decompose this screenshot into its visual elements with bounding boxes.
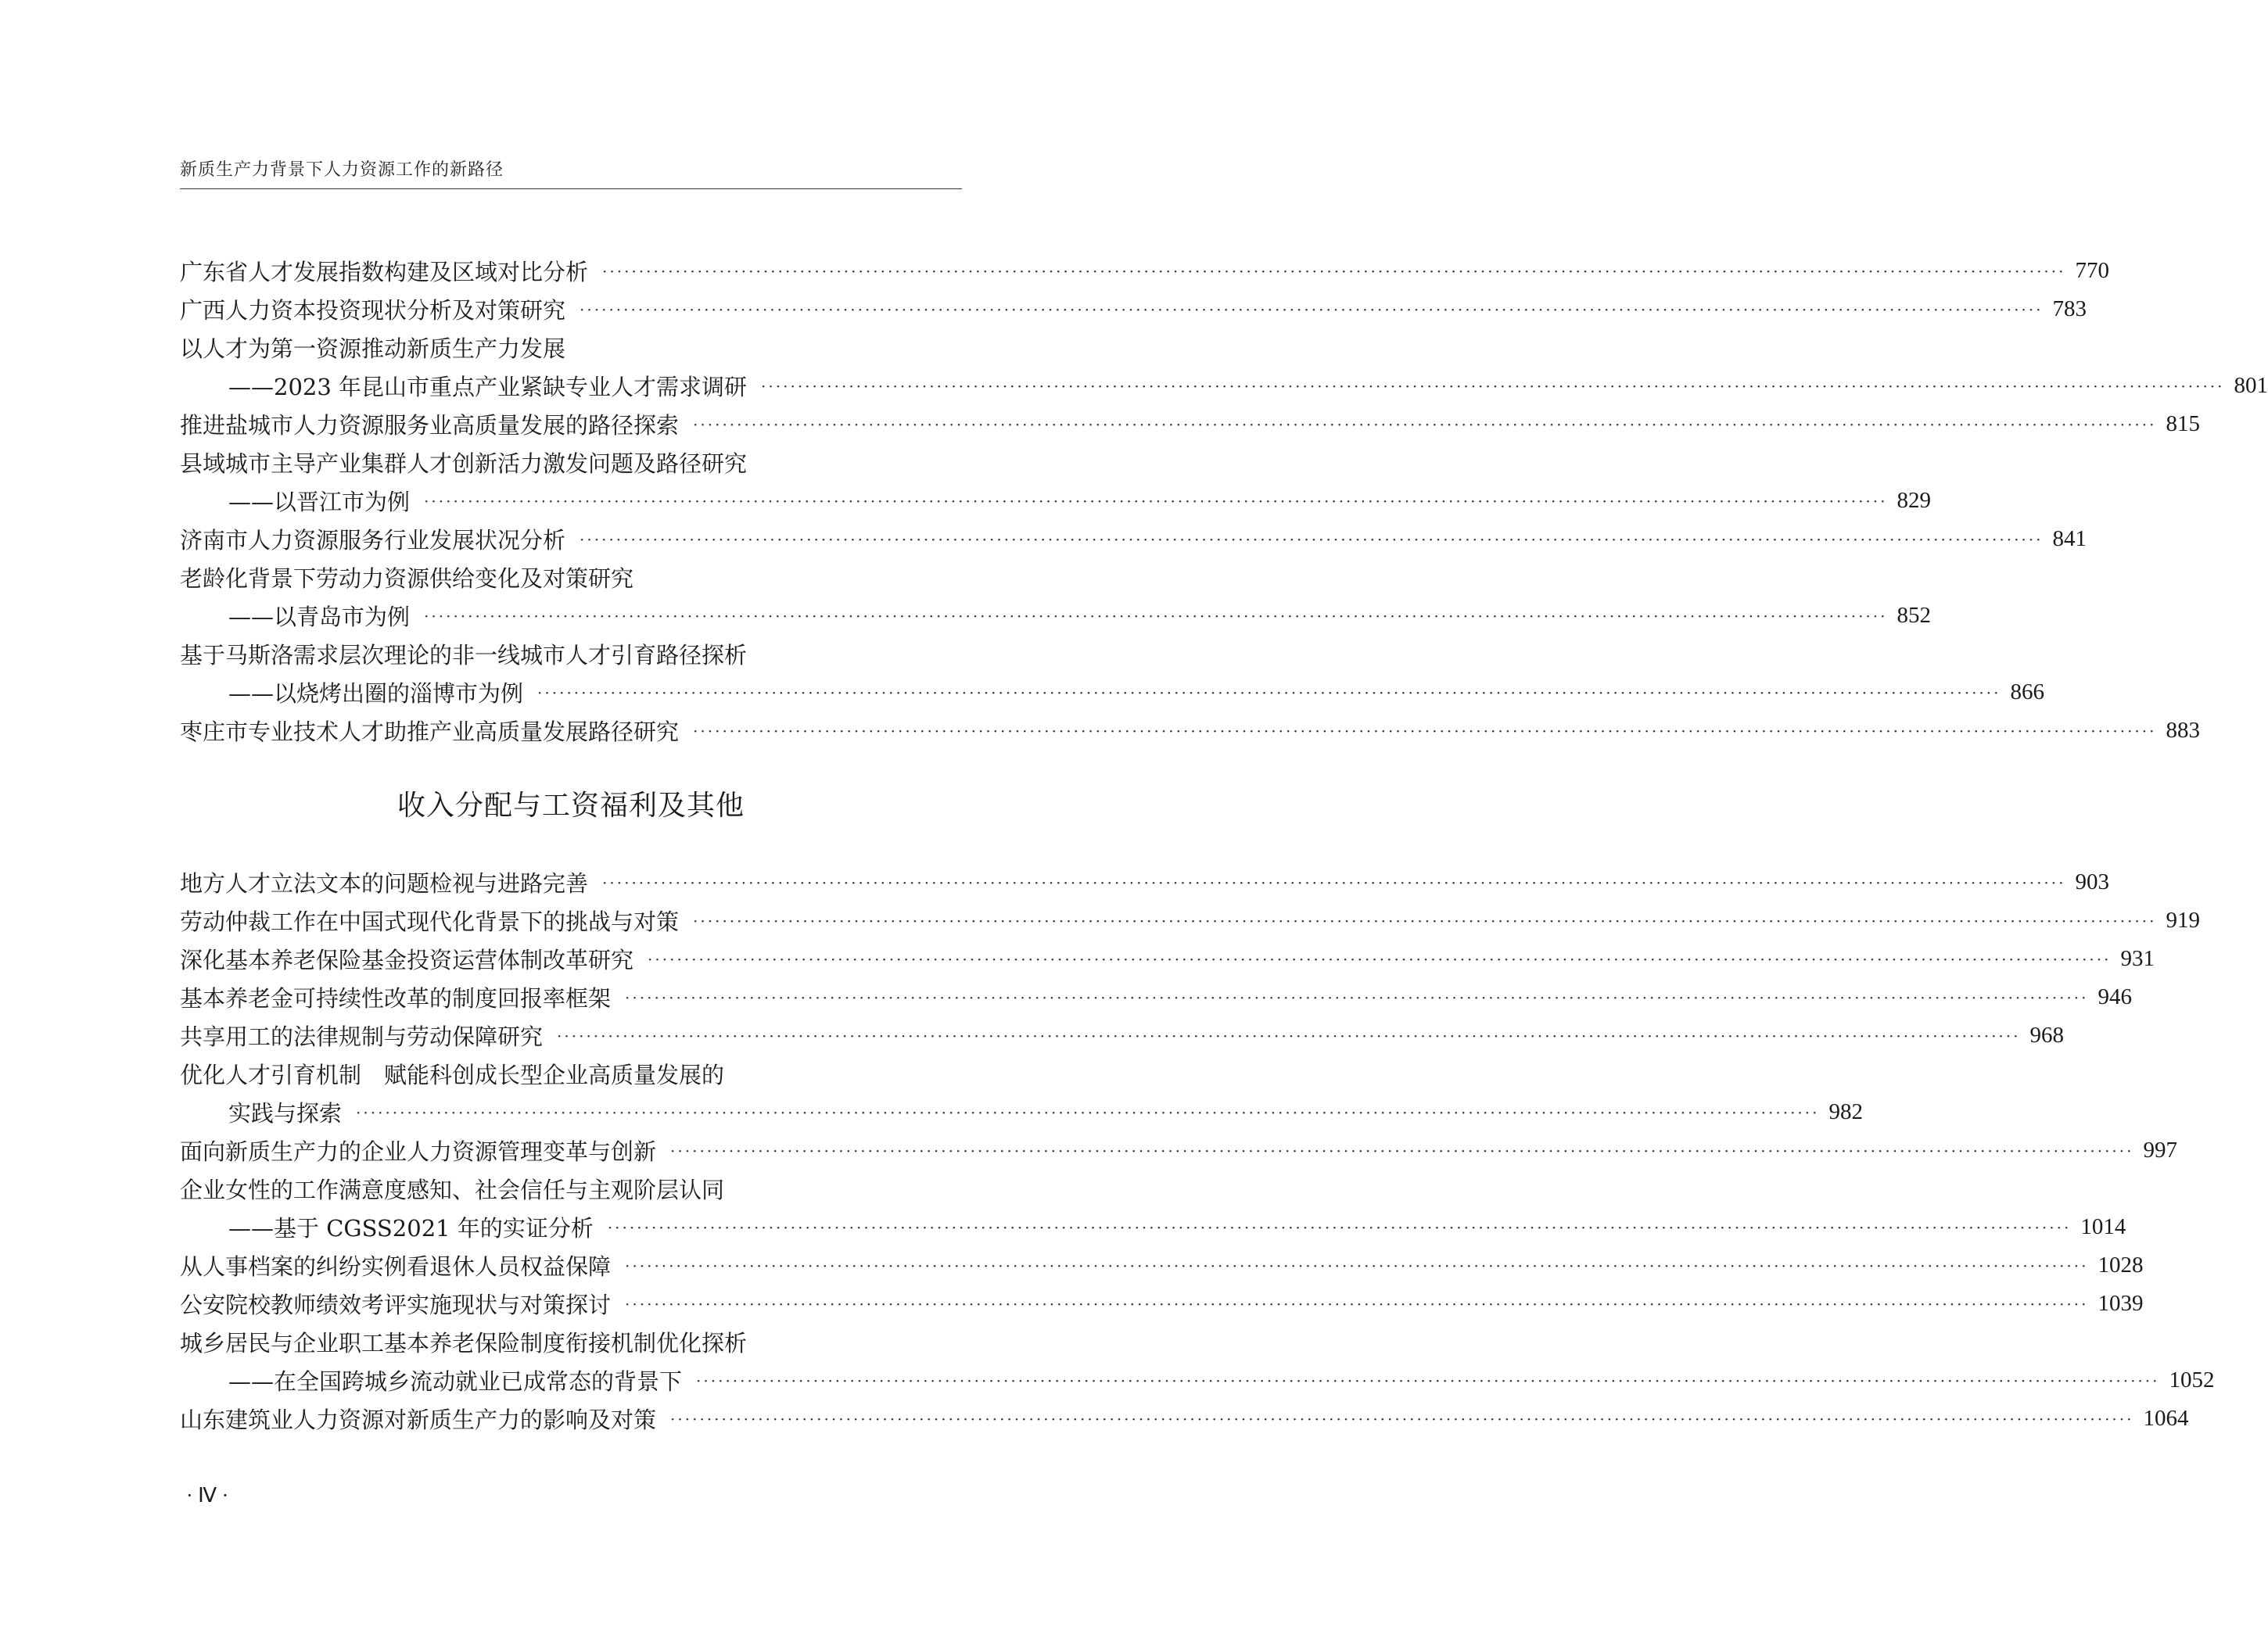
toc-entry <box>180 1246 2144 1285</box>
header-rule <box>180 188 962 189</box>
toc-entry-title: ——以晋江市为例 <box>228 489 411 515</box>
toc-entry-title: 推进盐城市人力资源服务业高质量发展的路径探索 <box>180 412 680 439</box>
toc-entry-title: ——以青岛市为例 <box>228 604 411 630</box>
toc-entry-title: 公安院校教师绩效考评实施现状与对策探讨 <box>180 1292 612 1318</box>
dot-leader: ········································································································································································································ <box>424 491 1888 511</box>
toc-entry-title: 优化人才引育机制 赋能科创成长型企业高质量发展的 <box>180 1062 725 1088</box>
dot-leader: ········································································································································································································ <box>625 1256 2089 1275</box>
toc-entry-page: 770 <box>2075 258 2109 283</box>
toc-entry-page: 1039 <box>2098 1291 2144 1316</box>
toc-entry <box>180 863 2109 901</box>
dot-leader: ········································································································································································································ <box>602 261 2066 281</box>
toc-entry <box>180 673 2044 711</box>
toc-entry-page: 801 <box>2234 373 2268 398</box>
dot-leader: ········································································································································································································ <box>693 911 2157 930</box>
toc-entry-title: 劳动仲裁工作在中国式现代化背景下的挑战与对策 <box>180 909 680 935</box>
toc-entry <box>180 482 1931 520</box>
toc-entry-title: ——基于 CGSS2021 年的实证分析 <box>228 1215 594 1242</box>
dot-leader: ········································································································································································································ <box>670 1409 2134 1428</box>
dot-leader: ········································································································································································································ <box>580 299 2044 319</box>
toc-entry <box>180 1170 962 1208</box>
dot-leader: ········································································································································································································ <box>424 606 1888 625</box>
toc-entry-page: 1028 <box>2098 1253 2144 1278</box>
toc-entry-page: 852 <box>1897 603 1931 628</box>
toc-entry-page: 783 <box>2052 296 2087 321</box>
toc-entry <box>180 1323 962 1361</box>
dot-leader: ········································································································································································································ <box>693 414 2157 434</box>
toc-entry <box>180 1093 1863 1131</box>
toc-entry-title: 县域城市主导产业集群人才创新活力激发问题及路径研究 <box>180 450 748 477</box>
toc-entry-title: ——在全国跨城乡流动就业已成常态的背景下 <box>228 1368 683 1395</box>
toc-entry-title: 面向新质生产力的企业人力资源管理变革与创新 <box>180 1138 657 1165</box>
dot-leader: ········································································································································································································ <box>625 987 2089 1007</box>
toc-entry <box>180 367 2268 405</box>
dot-leader: ········································································································································································································ <box>356 1102 1820 1122</box>
toc-entry <box>180 1208 2126 1246</box>
toc-entry-title: 广东省人才发展指数构建及区域对比分析 <box>180 259 589 285</box>
dot-leader: ········································································································································································································ <box>607 1217 2072 1237</box>
dot-leader: ········································································································································································································ <box>602 873 2066 892</box>
toc-entry-page: 1052 <box>2169 1367 2215 1392</box>
toc-entry-page: 841 <box>2052 526 2087 551</box>
dot-leader: ········································································································································································································ <box>761 376 2225 396</box>
toc-entry <box>180 1285 2144 1323</box>
toc-entry <box>180 1055 962 1093</box>
dot-leader: ········································································································································································································ <box>648 949 2112 969</box>
toc-entry-title: 枣庄市专业技术人才助推产业高质量发展路径研究 <box>180 719 680 745</box>
toc-entry-page: 815 <box>2166 411 2200 436</box>
toc-entry-title: 基本养老金可持续性改革的制度回报率框架 <box>180 985 612 1012</box>
toc-entry-page: 883 <box>2166 718 2200 743</box>
toc-entry-page: 946 <box>2098 984 2132 1009</box>
toc-entry-page: 1014 <box>2080 1214 2126 1239</box>
dot-leader: ········································································································································································································ <box>625 1294 2089 1314</box>
toc-entry-title: 基于马斯洛需求层次理论的非一线城市人才引育路径探析 <box>180 642 748 668</box>
dot-leader: ········································································································································································································ <box>693 721 2157 740</box>
toc-entry <box>180 252 2109 290</box>
toc-entry-title: 实践与探索 <box>228 1100 343 1127</box>
toc-entry <box>180 1016 2064 1055</box>
toc-entry-page: 919 <box>2166 908 2200 933</box>
toc-entry <box>180 1400 2189 1438</box>
toc-entry-title: 济南市人力资源服务行业发展状况分析 <box>180 527 566 554</box>
toc-entry <box>180 405 2200 443</box>
toc-entry <box>180 597 1931 635</box>
toc-entry <box>180 443 962 482</box>
toc-entry-title: 广西人力资本投资现状分析及对策研究 <box>180 297 566 324</box>
toc-entry-title: 地方人才立法文本的问题检视与进路完善 <box>180 870 589 897</box>
toc-part-1 <box>180 252 2268 750</box>
toc-entry-page: 982 <box>1828 1099 1863 1124</box>
toc-entry-page: 866 <box>2010 679 2044 704</box>
toc-entry-page: 1064 <box>2143 1406 2189 1431</box>
toc-entry <box>180 901 2200 940</box>
toc-entry-title: 企业女性的工作满意度感知、社会信任与主观阶层认同 <box>180 1177 725 1203</box>
toc-entry <box>180 290 2087 328</box>
dot-leader: ········································································································································································································ <box>670 1141 2134 1160</box>
toc-entry-title: 从人事档案的纠纷实例看退休人员权益保障 <box>180 1253 612 1280</box>
toc-entry <box>180 328 962 367</box>
toc-part-2 <box>180 863 2215 1438</box>
dot-leader: ········································································································································································································ <box>696 1371 2160 1390</box>
toc-entry-title: 以人才为第一资源推动新质生产力发展 <box>180 335 566 362</box>
toc-entry-title: 共享用工的法律规制与劳动保障研究 <box>180 1023 544 1050</box>
toc-entry-page: 829 <box>1897 488 1931 513</box>
toc-entry-title: 老龄化背景下劳动力资源供给变化及对策研究 <box>180 565 634 592</box>
section-title: 收入分配与工资福利及其他 <box>397 790 745 822</box>
toc-entry-title: 城乡居民与企业职工基本养老保险制度衔接机制优化探析 <box>180 1330 748 1357</box>
toc-entry <box>180 711 2200 750</box>
toc-entry <box>180 1361 2215 1400</box>
toc-entry-title: ——2023 年昆山市重点产业紧缺专业人才需求调研 <box>228 374 748 400</box>
toc-entry <box>180 520 2087 558</box>
dot-leader: ········································································································································································································ <box>580 529 2044 549</box>
toc-entry-title: 山东建筑业人力资源对新质生产力的影响及对策 <box>180 1407 657 1433</box>
toc-entry-title: ——以烧烤出圈的淄博市为例 <box>228 680 524 707</box>
dot-leader: ········································································································································································································ <box>557 1026 2021 1045</box>
toc-entry-page: 903 <box>2075 869 2109 894</box>
toc-entry <box>180 1131 2177 1170</box>
toc-entry <box>180 940 2155 978</box>
toc-entry-page: 931 <box>2120 946 2155 971</box>
dot-leader: ········································································································································································································ <box>537 683 2001 702</box>
toc-entry-title: 深化基本养老保险基金投资运营体制改革研究 <box>180 947 634 973</box>
page-number: · Ⅳ · <box>186 1484 229 1507</box>
running-header: 新质生产力背景下人力资源工作的新路径 <box>180 160 504 180</box>
toc-entry <box>180 978 2132 1016</box>
toc-entry <box>180 558 962 597</box>
toc-entry-page: 968 <box>2029 1023 2064 1048</box>
toc-entry <box>180 635 962 673</box>
toc-entry-page: 997 <box>2143 1138 2177 1163</box>
